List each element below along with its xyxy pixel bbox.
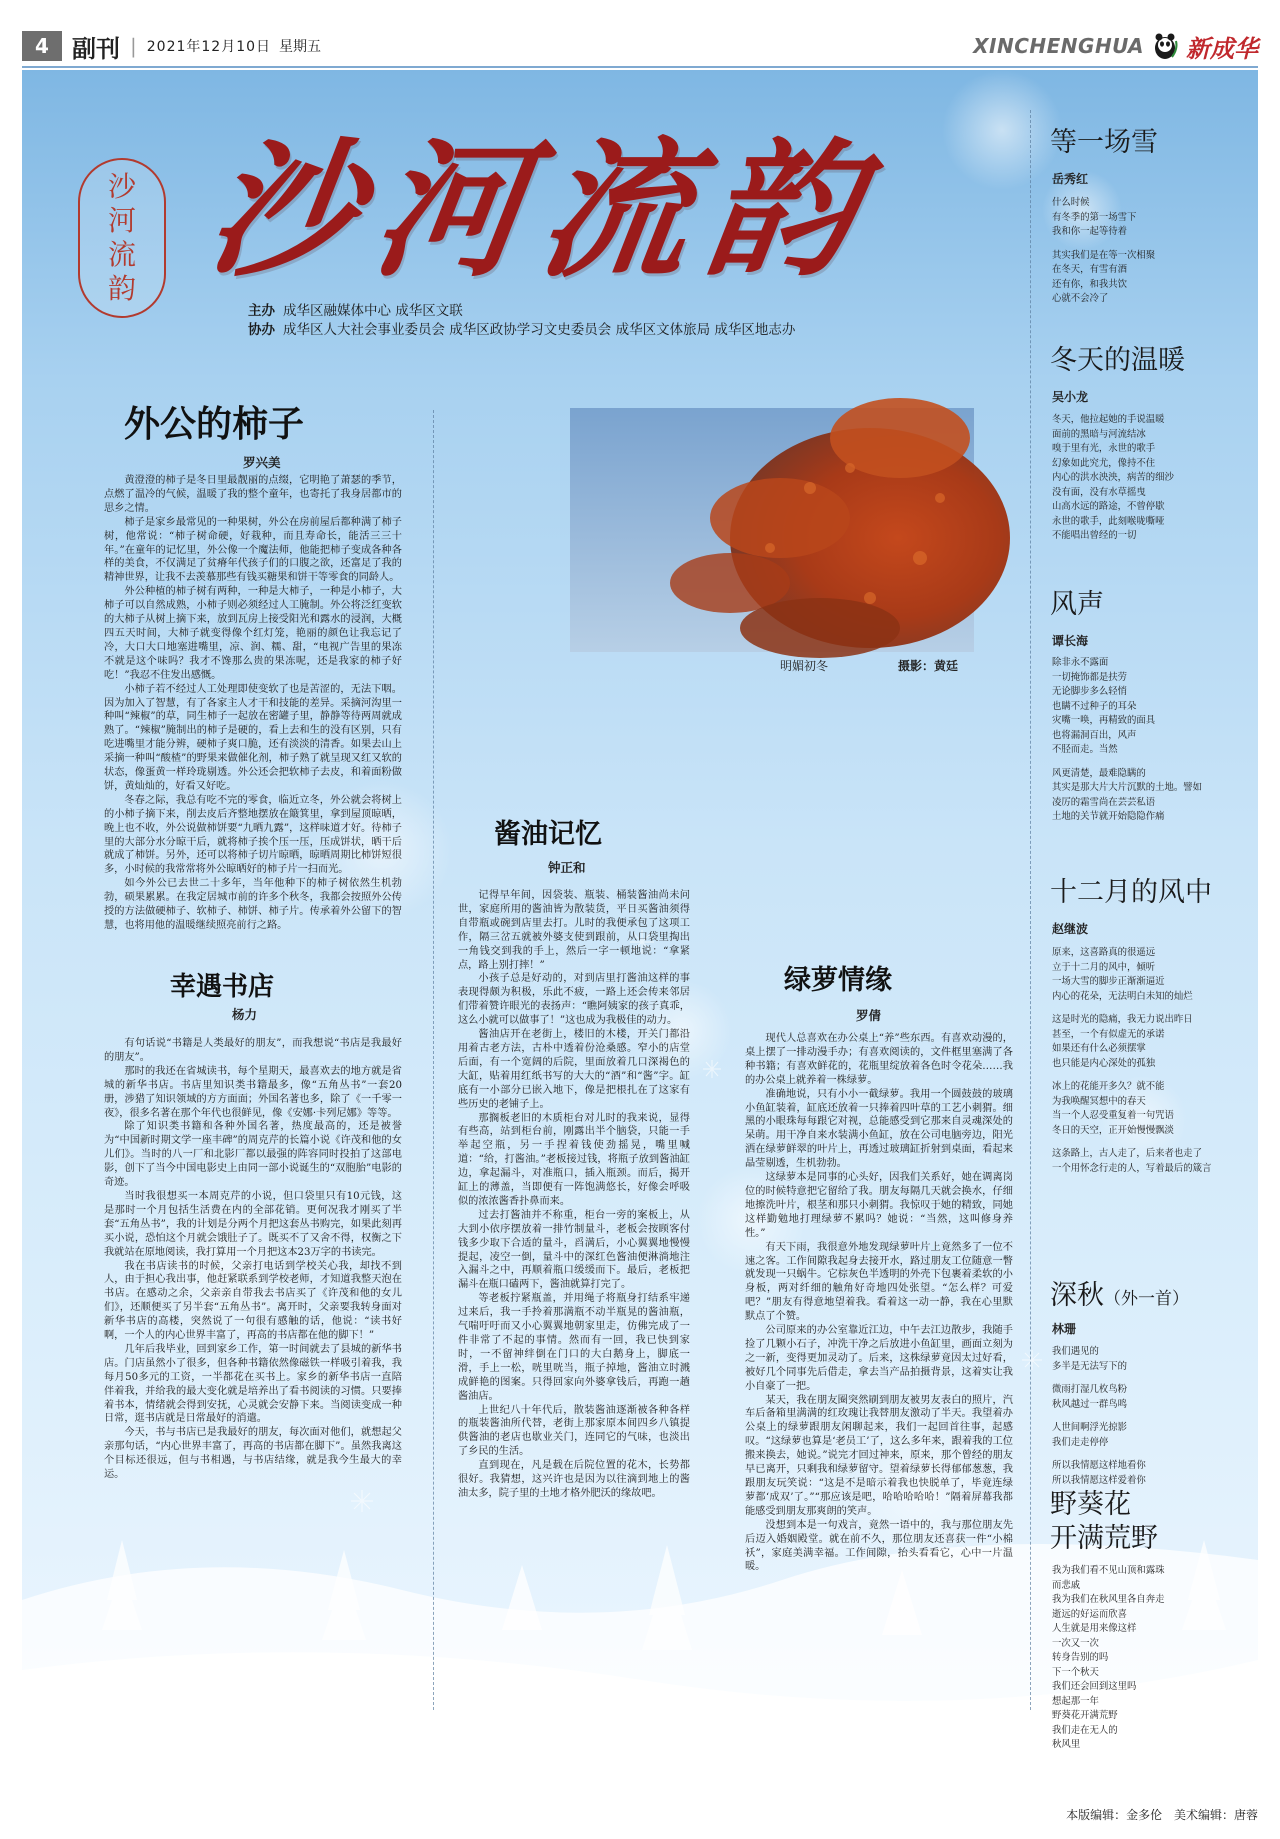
masthead-rule — [22, 66, 1258, 68]
masthead-divider: | — [130, 34, 137, 58]
poem-author-4: 赵继波 — [1052, 922, 1089, 936]
column-divider — [433, 410, 434, 1710]
stanza-gap — [1052, 1138, 1242, 1147]
poem-line: 如果还有什么必须摆掌 — [1052, 1043, 1146, 1054]
article-body-bookstore — [104, 1037, 402, 1487]
poem-title-6-line1: 野葵花 — [1050, 1489, 1131, 1520]
article-paragraph: 准确地说，只有小小一截绿萝。我用一个圆鼓鼓的玻璃小鱼缸装着，缸底还放着一只捧着四叶草的工艺小刺猬。细黑的小眼珠每每跟它对视，总能感受到它那来自灵魂深处的呆萌。用干净自来水装满小鱼缸，放在公司电脑旁边，阳光洒在绿萝鲜翠的叶片上，再透过玻璃缸折射到桌面，看起来晶莹剔透，生机勃勃。 — [745, 1088, 1013, 1170]
poem-line: 凌厉的霜雪尚在芸芸私语 — [1052, 796, 1156, 808]
column-title: 沙河流韵 — [197, 123, 887, 297]
stanza-gap — [1052, 240, 1242, 249]
host-line — [248, 299, 463, 319]
article-paragraph: 酱油店开在老街上，楼旧的木楼，开关门都沿用着古老方法，古朴中透着份沧桑感。窄小的店堂后面，有一个宽阔的后院，里面放着几口深褐色的大缸，贴着用红纸书写的大大的“酒”和“酱”字。缸底有一小部分已嵌入地下，像是把根扎在了这家有些历史的老铺子上。 — [458, 1029, 690, 1110]
poem-line: 为我唤醒冥想中的春天 — [1052, 1095, 1146, 1107]
poem-body-6 — [1052, 1564, 1242, 1764]
article-body-persimmon — [104, 474, 402, 931]
article-body-pothos — [745, 1032, 1013, 1660]
poem-line: 立于十二月的风中，倾听 — [1052, 961, 1156, 973]
brand-latin: XINCHENGHUA — [973, 34, 1144, 58]
poem-line: 逝远的好运而欣喜 — [1052, 1608, 1128, 1620]
stanza-gap — [1052, 1374, 1242, 1383]
poem-line: 冬天，他拉起她的手说温暖 — [1052, 414, 1165, 425]
article-paragraph: 小孩子总是好动的，对到店里打酱油这样的事表现得颇为积极，乐此不疲，一路上还会传来邻居们带着赞许眼光的表扬声：“瞧阿姨家的孩子真乖，这么小就可以做事了！”这也成为我极佳的动力。 — [458, 973, 690, 1027]
poem-line: 其实我们是在等一次相聚 — [1052, 249, 1156, 261]
article-paragraph: 这绿萝本是同事的心头好，因我们关系好，她在调离岗位的时候特意把它留给了我。朋友每隔几天就会换水，仔细地擦洗叶片，根茎和那只小刺猬。我惊叹于她的精致，同她这样勤勉地打理绿萝不累吗？她说：“当然，这叫修身养性。” — [745, 1172, 1013, 1239]
poem-line: 灾嘴一唤，再精致的面具 — [1052, 715, 1156, 726]
poem-line: 我们走在无人的 — [1052, 1724, 1118, 1736]
article-paragraph: 公司原来的办公室靠近江边，中午去江边散步，我随手捡了几颗小石子，冲洗干净之后放进小鱼缸里，画面立刻为之一新，变得更加灵动了。后来，这株绿萝竟因太过好看，被好几个同事先后借走，拿去当产品拍摄背景，这着实让我小自豪了一把。 — [745, 1325, 1013, 1392]
autumn-tree-image — [570, 408, 974, 652]
brand-cn: 新成华 — [1186, 33, 1258, 63]
poem-line: 当一个人忍受重复着一句咒语 — [1052, 1110, 1174, 1121]
article-paragraph: 过去打酱油并不称重，柜台一旁的案板上，从大到小依序摆放着一排竹制量斗，老板会按顾客付钱多少取下合适的量斗，舀满后，小心翼翼地慢慢提起，凌空一倒，量斗中的深红色酱油便淋淌地注入漏斗之中，再顺着瓶口缓缓而下。最后，老板把漏斗在瓶口磕两下，酱油就算打完了。 — [458, 1209, 690, 1291]
poem-line: 我为我们在秋风里各自奔走 — [1052, 1594, 1165, 1605]
poem-line: 甚至，一个有似虚无的承诺 — [1052, 1028, 1165, 1040]
poem-line: 而悲戚 — [1052, 1579, 1081, 1591]
column-divider — [1030, 110, 1031, 1710]
stanza-gap — [1052, 1071, 1242, 1080]
poem-title-4: 十二月的风中 — [1050, 877, 1212, 908]
article-paragraph: 有句话说“书籍是人类最好的朋友”，而我想说“书店是我最好的朋友”。 — [104, 1038, 402, 1063]
poem-author-3: 谭长海 — [1052, 634, 1089, 648]
poem-line: 除非永不露面 — [1052, 657, 1109, 668]
poem-title-5-sub: （外一首） — [1104, 1289, 1189, 1309]
stanza-gap — [1052, 1412, 1242, 1421]
photo-credit: 摄影：黄廷 — [898, 659, 959, 673]
issue-weekday: 星期五 — [279, 39, 322, 55]
editor-credit: 本版编辑：金多伦 — [1066, 1808, 1163, 1822]
poem-line: 内心的洪水泱泱，病苦的细沙 — [1052, 472, 1174, 483]
article-paragraph: 黄澄澄的柿子是冬日里最靓丽的点缀，它明艳了萧瑟的季节，点燃了温冷的气候，温暖了我的整个童年，也寄托了我身居都市的思乡之情。 — [104, 475, 402, 514]
poem-line: 什么时候 — [1052, 197, 1090, 208]
poem-line: 也只能是内心深处的孤独 — [1052, 1057, 1156, 1069]
poem-line: 转身告别的吗 — [1052, 1652, 1109, 1663]
poem-line: 还有你，和我共饮 — [1052, 278, 1128, 290]
cohost-label: 协办 — [248, 322, 275, 338]
article-paragraph: 冬春之际，我总有吃不完的零食，临近立冬，外公就会将树上的小柿子摘下来，削去皮后齐整地摆放在簸箕里，拿到屋顶晾晒，晚上也不收，外公说做柿饼要“九晒九露”，这样味道才好。待柿子里的大部分水分晾干后，就将柿子挨个压一压，压成饼状，晒干后就成了柿饼。另外，还可以将柿子切片晾晒，晾晒周期比柿饼短很多，小时候的我常常将外公晾晒好的柿子片一扫而光。 — [104, 794, 402, 876]
poem-line: 土地的关节就开始隐隐作痛 — [1052, 811, 1165, 822]
seal-text — [78, 170, 166, 306]
article-paragraph: 直到现在，凡是载在后院位置的花木，长势都很好。我猜想，这兴许也是因为以往滴到地上的酱油太多，院子里的土地才格外肥沃的缘故吧。 — [458, 1460, 690, 1499]
issue-date: 2021年12月10日 — [146, 39, 272, 55]
poem-line: 人世间啊浮光掠影 — [1052, 1422, 1128, 1433]
article-body-soy — [458, 889, 690, 1499]
poem-title-2: 冬天的温暖 — [1050, 345, 1185, 376]
poem-title-6-line2: 开满荒野 — [1050, 1523, 1158, 1554]
poem-line: 想起那一年 — [1052, 1695, 1099, 1707]
poem-line: 我们遇见的 — [1052, 1346, 1099, 1357]
poem-body-4 — [1052, 946, 1242, 1236]
poem-line: 幻象如此究尤，像持不住 — [1052, 457, 1156, 469]
article-paragraph: 记得早年间，因袋装、瓶装、桶装酱油尚未问世，家庭所用的酱油皆为散装货，平日买酱油须得自带瓶或碗到店里去打。儿时的我便承包了这项工作，隔三岔五就被外婆支使到跟前，从口袋里掏出一角钱交到我的手上，然后一字一顿地说：“拿紧点，路上别打摔！” — [458, 890, 690, 971]
poem-line: 也将漏洞百出，风声 — [1052, 729, 1137, 741]
poem-line: 秋风越过一群鸟鸣 — [1052, 1398, 1128, 1410]
poem-line: 所以我情愿这样爱着你 — [1052, 1474, 1146, 1486]
cohost-line — [248, 318, 795, 338]
article-paragraph: 小柿子若不经过人工处理即使变软了也是苦涩的，无法下咽。因为加入了智慧，有了各家主人才干和技能的差异。采摘河沟里一种叫“辣椒”的草，同生柿子一起放在密罐子里，静静等待两周就成熟了。“辣椒”腌制出的柿子是硬的，看上去和生的没有区别，只有吃进嘴里才能分辨，硬柿子爽口脆，还有淡淡的清香。如果去山上采摘一种叫“酸楂”的野果来做催化剂，柿子熟了就呈现又红又软的状态，像蛋黄一样玲珑剔透。外公还会把软柿子去皮，和着面粉做饼，黄灿灿的，好看又好吃。 — [104, 683, 402, 792]
article-paragraph: 那搁板老旧的木质柜台对儿时的我来说，显得有些高，站到柜台前，刚露出半个脑袋，只能一手举起空瓶，另一手捏着钱使劲摇晃，嘴里喊道：“给，打酱油。”老板接过钱，将瓶子放到酱油缸边，拿起漏斗，对准瓶口，插入瓶颈。而后，揭开缸上的薄盖，当即便有一阵饱满悠长，好像会呼吸似的浓浓酱香扑鼻而来。 — [458, 1112, 690, 1207]
poem-line: 我们还会回到这里吗 — [1052, 1681, 1137, 1692]
poem-line: 一个用怀念行走的人，写着最后的箴言 — [1052, 1162, 1212, 1174]
poem-body-3 — [1052, 656, 1242, 836]
article-paragraph: 上世纪八十年代后，散装酱油逐渐被各种各样的瓶装酱油所代替，老街上那家原本间四乡八镇提供酱油的老店也歇业关门，连同它的气味，也淡出了乡民的生活。 — [458, 1404, 690, 1458]
poem-line: 下一个秋天 — [1052, 1666, 1099, 1678]
stanza-gap — [1052, 1450, 1242, 1459]
poem-line: 秋风里 — [1052, 1739, 1081, 1750]
poem-line: 我为我们看不见山顶和露珠 — [1052, 1565, 1165, 1576]
article-paragraph: 我在书店读书的时候，父亲打电话到学校关心我，却找不到人，由于担心我出事，他赶紧联系到学校老师，才知道我整天泡在书店。在感动之余，父亲亲自带我去书店买了《许茂和他的女儿们》，还顺便买了另半套“五角丛书”。离开时，父亲要我转身面对新华书店的高楼，突然说了一句很有感触的话，他说：“读书好啊，一个人的内心世界丰富了，再高的书店都在他的脚下！” — [104, 1260, 402, 1342]
article-paragraph: 没想到本是一句戏言，竟然一语中的，我与那位朋友先后迈入婚姻殿堂。就在前不久，那位朋友还喜获一件“小棉袄”，家庭美满幸福。工作间隙，抬头看看它，心中一片温暖。 — [745, 1519, 1013, 1573]
poem-line: 其实是那大片大片沉默的土地。譬如 — [1052, 782, 1203, 793]
article-title-pothos: 绿萝情缘 — [784, 965, 892, 996]
poem-body-5 — [1052, 1345, 1242, 1495]
author-soy: 钟正和 — [548, 860, 586, 875]
poem-line: 心就不会冷了 — [1052, 293, 1109, 304]
autumn-tree-photo — [570, 408, 974, 652]
page-footer — [1066, 1806, 1258, 1823]
poem-title-5 — [1050, 1273, 1189, 1312]
poem-author-1: 岳秀红 — [1052, 172, 1089, 186]
poem-title-3: 风声 — [1050, 589, 1104, 620]
poem-line: 我们走走停停 — [1052, 1436, 1109, 1448]
panda-logo-icon — [1150, 31, 1180, 61]
poem-line: 冬日的天空，正开始慢慢飘淡 — [1052, 1124, 1174, 1136]
poem-line: 风更清楚，最难隐瞒的 — [1052, 767, 1146, 779]
poem-author-5: 林珊 — [1052, 1322, 1077, 1336]
stanza-gap — [1052, 1004, 1242, 1013]
article-paragraph: 除了知识类书籍和各种外国名著，热度最高的，还是被誉为“中国新时期文学一座丰碑”的周克芹的长篇小说《许茂和他的女儿们》。当时的八一厂和北影厂都以最强的阵容同时投拍了这部电影，创下了当今中国电影史上由同一部小说诞生的“双胞胎”电影的奇迹。 — [104, 1121, 402, 1189]
article-paragraph: 现代人总喜欢在办公桌上“养”些东西。有喜欢动漫的，桌上摆了一排动漫手办；有喜欢阅读的，文件框里塞满了各种书籍；有喜欢鲜花的，花瓶里绽放着各色时令花朵……我的办公桌上就养着一株绿萝。 — [745, 1033, 1013, 1086]
article-title-soy: 酱油记忆 — [494, 819, 602, 850]
poem-line: 山高水远的路途，不曾停歇 — [1052, 501, 1165, 512]
photo-caption: 明媚初冬 — [780, 659, 829, 673]
host-label: 主办 — [248, 303, 275, 319]
poem-line: 嗅于里有光，永世的歌手 — [1052, 443, 1156, 454]
seal-text-line: 沙河流韵 — [108, 170, 139, 305]
cohost-text: 成华区人大社会事业委员会 成华区政协学习文史委员会 成华区文体旅局 成华区地志办 — [283, 322, 796, 338]
stanza-gap — [1052, 758, 1242, 767]
poem-line: 微雨打湿几枚鸟粉 — [1052, 1384, 1128, 1395]
article-title-persimmon: 外公的柿子 — [124, 404, 305, 445]
poem-line: 不能唱出曾经的一切 — [1052, 530, 1137, 541]
poem-line: 一切掩饰都是扶劳 — [1052, 671, 1128, 683]
poem-body-1 — [1052, 196, 1242, 306]
poem-line: 在冬天，有雪有酒 — [1052, 264, 1128, 275]
article-paragraph: 柿子是家乡最常见的一种果树，外公在房前屋后都种满了柿子树，他常说：“柿子树命硬，好栽种，而且寿命长，能活三三十年。”在童年的记忆里，外公像一个魔法师，他能把柿子变成各种各样的美食，不仅满足了贫瘠年代孩子们的口腹之欲，还富足了我的精神世界，让我不去羡慕那些有钱买糖果和饼干等零食的同龄人。 — [104, 516, 402, 584]
author-persimmon: 罗兴美 — [243, 455, 281, 470]
poem-line: 无论脚步多么轻悄 — [1052, 686, 1128, 697]
masthead — [22, 28, 1258, 64]
author-pothos: 罗倩 — [856, 1008, 882, 1023]
poem-line: 内心的花朵，无法明白未知的灿烂 — [1052, 990, 1193, 1002]
article-paragraph: 有天下雨，我很意外地发现绿萝叶片上竟然多了一位不速之客。工作间隙我起身去接开水，路过朋友工位随意一瞥就发现一只蜗牛。它棕灰色半透明的外壳下包裹着柔软的小身板，两对纤细的触角好奇地四处张望。“怎么样？可爱吧？”朋友有得意地望着我。看着这一动一静，我在心里默默点了个赞。 — [745, 1241, 1013, 1323]
poem-line: 多半是无法写下的 — [1052, 1360, 1128, 1372]
poem-body-2 — [1052, 413, 1242, 553]
poem-line: 这是时光的隐痛，我无力说出昨日 — [1052, 1014, 1193, 1025]
poem-line: 没有面，没有水草摇曳 — [1052, 486, 1146, 498]
article-paragraph: 那时的我还在省城读书，每个星期天，最喜欢去的地方就是省城的新华书店。书店里知识类书籍最多，像“五角丛书”一套20册，涉猎了知识领域的方方面面；外国名著也多，除了《一千零一夜》，很多名著在那个年代也很鲜见，像《安娜·卡列尼娜》等等。 — [104, 1065, 402, 1119]
article-paragraph: 几年后我毕业，回到家乡工作，第一时间就去了县城的新华书店。门店虽然小了很多，但各种书籍依然像磁铁一样吸引着我，我每月50多元的工资，一半都花在买书上。家乡的新华书店一直陪伴着我，并给我的最大变化就是培养出了看书阅读的习惯。只要捧着书本，情绪就会得到安抚，心灵就会安静下来。当阅读变成一种日常，逛书店就是日常最好的消遣。 — [104, 1343, 402, 1425]
poem-title-6 — [1050, 1488, 1158, 1556]
poem-line: 一次又一次 — [1052, 1637, 1099, 1649]
poem-title-5-main: 深秋 — [1050, 1280, 1104, 1311]
poem-author-2: 吴小龙 — [1052, 390, 1089, 404]
art-editor-credit: 美术编辑：唐蓉 — [1173, 1808, 1258, 1822]
poem-line: 所以我情愿这样地看你 — [1052, 1460, 1146, 1471]
poem-title-1: 等一场雪 — [1050, 127, 1158, 158]
section-name: 副刊 — [72, 34, 120, 63]
article-paragraph: 今天，书与书店已是我最好的朋友，每次面对他们，就想起父亲那句话，“内心世界丰富了，再高的书店都在脚下”。虽然我离这个目标还很远，但与书相遇，与书店结缘，就是我今生最大的幸运。 — [104, 1427, 402, 1481]
article-paragraph: 如今外公已去世二十多年，当年他种下的柿子树依然生机勃勃，硕果累累。在我定居城市前的许多个秋冬，我都会按照外公传授的方法做硬柿子、软柿子、柿饼、柿子片。传承着外公留下的智慧，也将用他的温暖继续照亮前行之路。 — [104, 878, 402, 931]
poem-line: 有冬季的第一场雪下 — [1052, 211, 1137, 223]
poem-line: 野葵花开满荒野 — [1052, 1710, 1118, 1721]
article-paragraph: 某天，我在朋友圈突然刷到朋友被男友表白的照片，汽车后备箱里满满的红玫瑰让我替朋友激动了半天。我望着办公桌上的绿萝跟朋友闲聊起来，我们一起回首往事，起感叹。“这绿萝也算是‘老员工’了，这么多年来，跟着我的工位搬来换去，她说。”说完才回过神来，原来，那个曾经的朋友早已离开，只剩我和绿萝留守。望着绿萝长得郁郁葱葱，我跟朋友玩笑说：“这是不是暗示着我也快脱单了，毕竟连绿萝都‘成双’了。”“那应该是吧，哈哈哈哈哈！”隔着屏幕我都能感受到朋友那爽朗的笑声。 — [745, 1394, 1013, 1517]
poem-line: 面前的黑暗与河流结冰 — [1052, 428, 1146, 440]
poem-line: 我和你一起等待着 — [1052, 226, 1128, 237]
article-title-bookstore: 幸遇书店 — [170, 972, 275, 1002]
page-number: 4 — [22, 31, 62, 61]
brand — [973, 28, 1258, 64]
poem-line: 一场大雪的脚步正渐渐逼近 — [1052, 976, 1165, 987]
article-paragraph: 外公种植的柿子树有两种，一种是大柿子，一种是小柿子，大柿子可以自然成熟，小柿子则必须经过人工腌制。外公将泛红变软的大柿子从树上摘下来，放到瓦房上接受阳光和露水的浸润，大概四五天时间，大柿子就变得像个红灯笼，艳丽的颜色让我忘记了冷，大口大口地塞进嘴里，凉、润、糯、甜，“电视广告里的果冻不就是这个味吗？我才不馋那么贵的果冻呢，还是我家的柿子好吃！”我忍不住发出感慨。 — [104, 586, 402, 681]
poem-line: 永世的歌手，此刻喉咙嘶哑 — [1052, 515, 1165, 527]
article-paragraph: 当时我很想买一本周克芹的小说，但口袋里只有10元钱，这是那时一个月包括生活费在内的全部花销。更何况我才刚买了半套“五角丛书”，我的计划是分两个月把这套丛书购完，如果此刻再买小说，恐怕这个月就会饿肚子了。既买不了又舍不得，权衡之下我就站在原地阅读，我打算用一个月把这本23万字的书读完。 — [104, 1190, 402, 1258]
poem-line: 人生就是用来像这样 — [1052, 1623, 1137, 1634]
host-text: 成华区融媒体中心 成华区文联 — [283, 303, 463, 319]
poem-line: 这条路上，古人走了，后来者也走了 — [1052, 1148, 1203, 1159]
poem-line: 不胫而走。当然 — [1052, 744, 1118, 755]
poem-line: 也瞒不过种子的耳朵 — [1052, 700, 1137, 712]
article-paragraph: 等老板拧紧瓶盖，并用绳子将瓶身打结系牢递过来后，我一手拎着那满瓶不动半瓶晃的酱油瓶，气喘吁吁而又小心翼翼地朝家里走，仿佛完成了一件非常了不起的事情。然而有一回，我已快到家时，一不留神绊倒在门口的大白鹅身上，脚底一滑，手上一松，咣里咣当，瓶子掉地，酱油立时溅成鲜艳的图案。只得回家向外婆拿钱后，再跑一趟酱油店。 — [458, 1293, 690, 1402]
author-bookstore: 杨力 — [232, 1007, 258, 1022]
poem-line: 冰上的花能开多久？就不能 — [1052, 1081, 1165, 1092]
poem-line: 原来，这喜路真的很遥远 — [1052, 947, 1156, 958]
